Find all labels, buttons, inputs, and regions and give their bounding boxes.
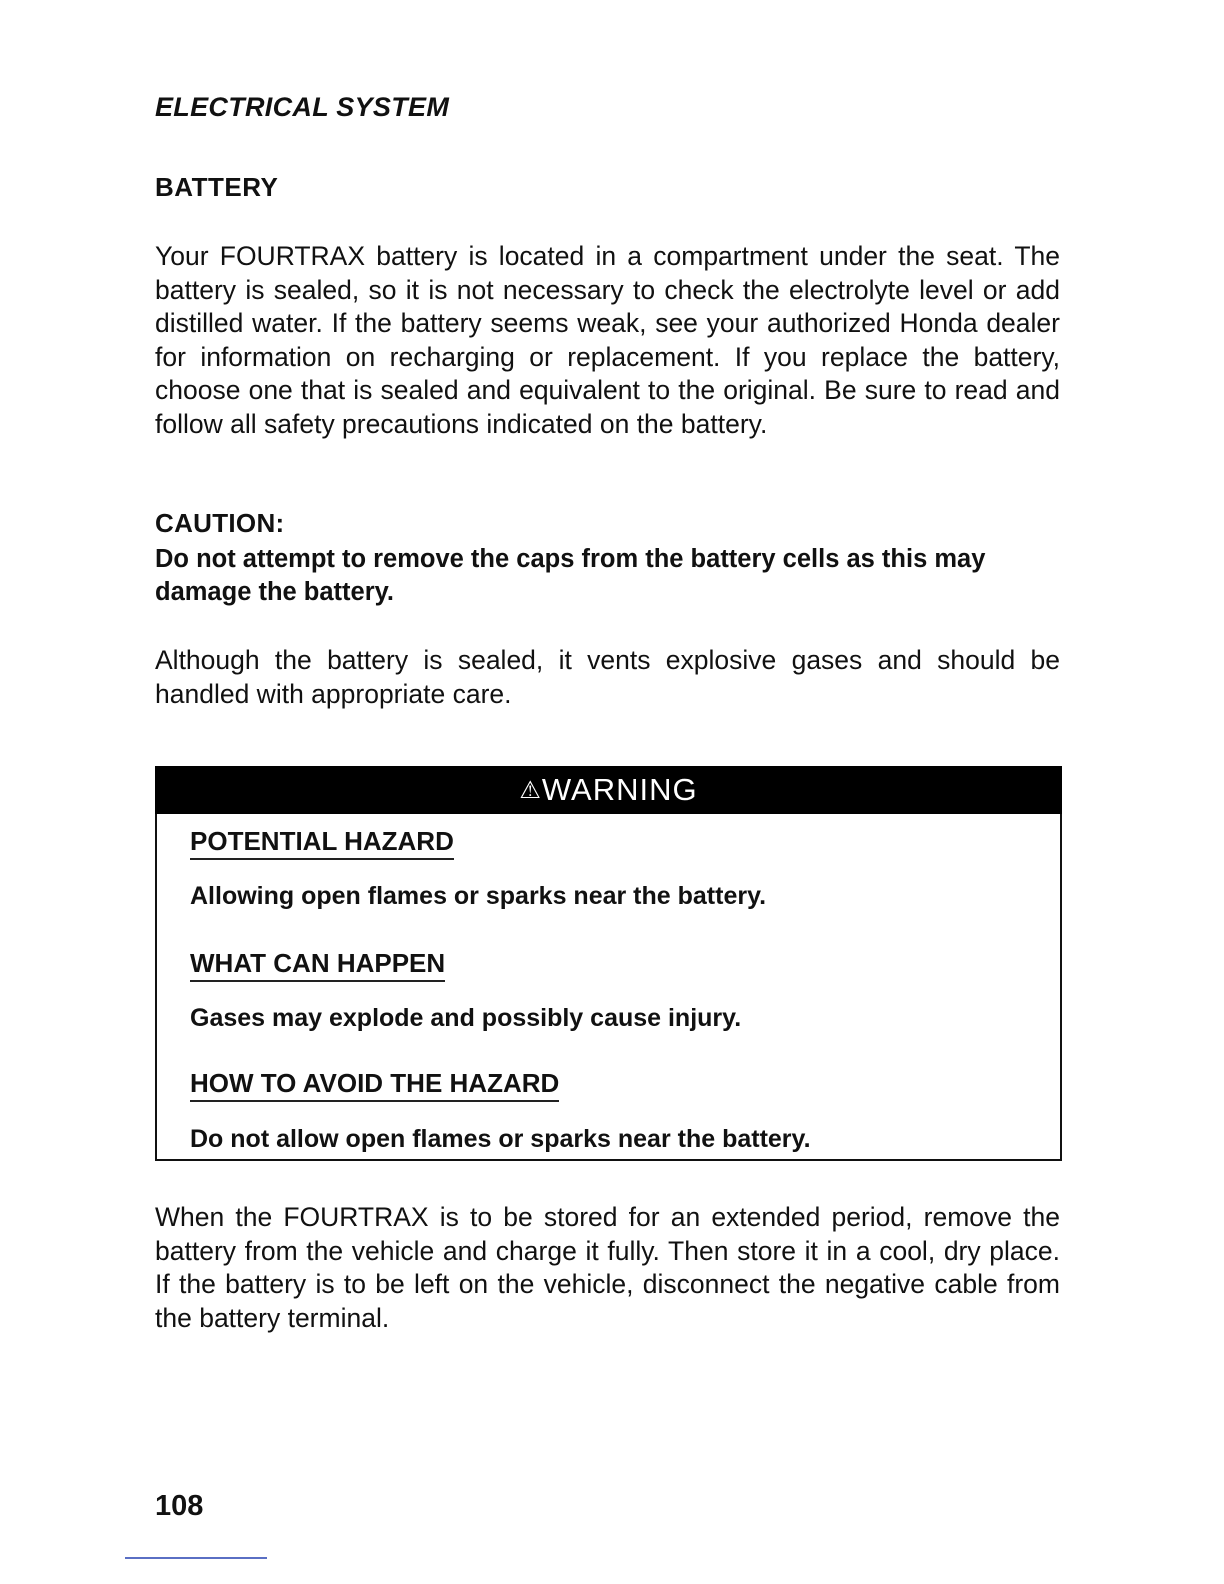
- subsection-title: BATTERY: [155, 172, 279, 202]
- page-number: 108: [155, 1490, 204, 1522]
- section-title: ELECTRICAL SYSTEM: [155, 92, 450, 122]
- footer-divider: [125, 1557, 267, 1559]
- how-to-avoid-text: Do not allow open flames or sparks near the battery.: [190, 1125, 811, 1153]
- what-can-happen-heading: WHAT CAN HAPPEN: [190, 948, 445, 982]
- sealed-battery-paragraph: Although the battery is sealed, it vents explosive gases and should be handled with appropriate care.: [155, 645, 1060, 709]
- potential-hazard-heading: POTENTIAL HAZARD: [190, 826, 454, 860]
- manual-page: [155, 0, 1060, 1584]
- potential-hazard-text: Allowing open flames or sparks near the battery.: [190, 882, 767, 910]
- warning-title: WARNING: [541, 772, 698, 807]
- storage-paragraph: When the FOURTRAX is to be stored for an extended period, remove the battery from the vehicle and charge it fully. Then store it in a cool, dry place. If the battery is to be left on the vehicle, disconnect the negative cable from the battery terminal.: [155, 1202, 1060, 1333]
- battery-location-paragraph: Your FOURTRAX battery is located in a compartment under the seat. The battery is sealed, so it is not necessary to check the electrolyte level or add distilled water. If the battery seems weak, see your authorized Honda dealer for information on recharging or replacement. If you replace the battery, choose one that is sealed and equivalent to the original. Be sure to read and follow all safety precautions indicated on the battery.: [155, 241, 1060, 439]
- caution-text: Do not attempt to remove the caps from the battery cells as this may damage the battery.: [155, 545, 986, 606]
- warning-header: [155, 766, 1062, 814]
- caution-label: CAUTION:: [155, 508, 285, 538]
- how-to-avoid-heading: HOW TO AVOID THE HAZARD: [190, 1068, 559, 1102]
- warning-triangle-icon: ⚠: [519, 777, 542, 804]
- warning-box: [155, 766, 1062, 1161]
- what-can-happen-text: Gases may explode and possibly cause injury.: [190, 1004, 742, 1032]
